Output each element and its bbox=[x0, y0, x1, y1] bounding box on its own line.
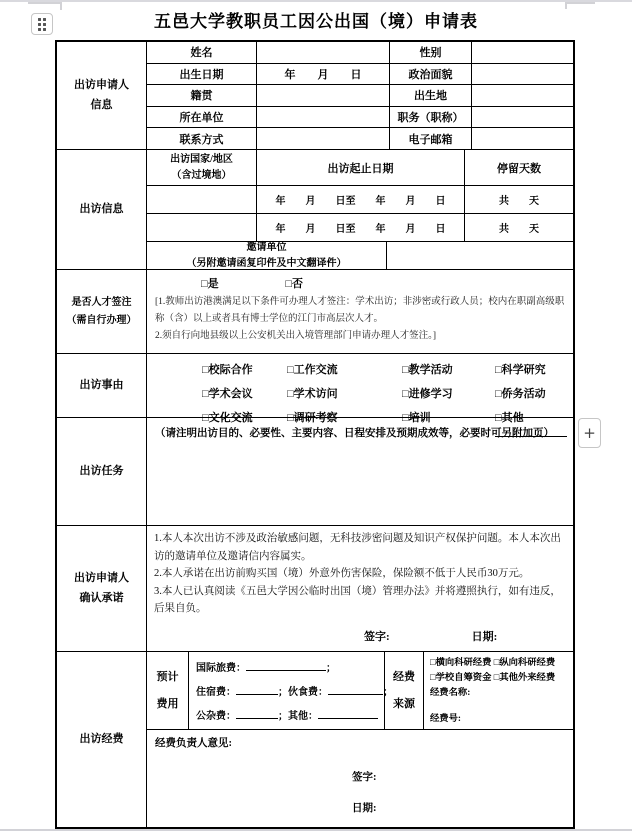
misc-fee-label: 公杂费： bbox=[196, 711, 236, 722]
checkbox-scientific-research[interactable]: □科学研究 bbox=[495, 364, 546, 376]
checkbox-yes[interactable]: □是 bbox=[201, 278, 219, 290]
date-range-cell[interactable]: 年 月 日至 年 月 日 bbox=[257, 214, 465, 241]
section-label-visit-reason bbox=[57, 354, 147, 417]
field-value-email[interactable] bbox=[472, 128, 573, 149]
funding-source-checkbox-row-2[interactable]: □学校自筹资金 □其他外来经费 bbox=[430, 673, 556, 683]
visit-info-header-row bbox=[147, 150, 573, 186]
application-form-table bbox=[55, 40, 575, 829]
field-value-gender[interactable] bbox=[472, 42, 573, 63]
misc-fee-input[interactable] bbox=[236, 708, 278, 719]
field-label-name: 姓名 bbox=[147, 42, 257, 63]
checkbox-teaching-activity[interactable]: □教学活动 bbox=[402, 364, 453, 376]
field-label-gender: 性别 bbox=[390, 42, 472, 63]
cost-line-2 bbox=[196, 681, 393, 705]
form-title: 五邑大学教职员工因公出国（境）申请表 bbox=[154, 12, 478, 31]
date-range-cell[interactable]: 年 月 日至 年 月 日 bbox=[257, 186, 465, 213]
days-cell[interactable]: 共 天 bbox=[499, 196, 539, 207]
days-cell[interactable]: 共 天 bbox=[499, 224, 539, 235]
funding-source-label-line: 经费 bbox=[393, 671, 415, 684]
section-applicant-info bbox=[57, 42, 573, 150]
section-label-visit-task bbox=[57, 418, 147, 525]
commitment-statement-2: 2.本人承诺在出访前购买国（境）外意外伤害保险，保险额不低于人民币30万元。 bbox=[154, 568, 530, 579]
table-row bbox=[147, 42, 573, 64]
field-value-birthplace[interactable] bbox=[472, 85, 573, 106]
section-label-line: 出访申请人 bbox=[74, 571, 129, 584]
other-fee-label: 其他： bbox=[288, 711, 318, 722]
funding-source-label-line: 来源 bbox=[393, 697, 415, 710]
intl-travel-label: 国际旅费： bbox=[196, 663, 246, 674]
separator: ； bbox=[326, 663, 336, 674]
field-label-political-status: 政治面貌 bbox=[390, 64, 472, 85]
section-label-visit-info bbox=[57, 150, 147, 269]
fund-supervisor-opinion-label: 经费负责人意见: bbox=[155, 738, 232, 749]
inviter-value-cell[interactable] bbox=[387, 242, 573, 269]
field-value-position-title[interactable] bbox=[472, 107, 573, 128]
inviter-label-line: 邀请单位 bbox=[246, 241, 287, 253]
fund-supervisor-opinion-cell[interactable] bbox=[147, 730, 573, 827]
table-row bbox=[147, 128, 573, 149]
visit-task-hint: （请注明出访目的、必要性、主要内容、日程安排及预期成效等，必要时可另附加页） bbox=[155, 428, 554, 439]
meals-input[interactable] bbox=[328, 684, 383, 695]
checkbox-work-exchange[interactable]: □工作交流 bbox=[287, 364, 338, 376]
field-value-political-status[interactable] bbox=[472, 64, 573, 85]
add-row-button[interactable]: + bbox=[578, 418, 601, 448]
cost-line-3 bbox=[196, 705, 379, 729]
field-label-birthplace: 出生地 bbox=[390, 85, 472, 106]
lodging-label: 住宿费： bbox=[196, 687, 236, 698]
visit-task-cell[interactable] bbox=[147, 418, 573, 525]
fund-number-label[interactable]: 经费号: bbox=[430, 714, 461, 724]
talent-visa-note-1: [1.教师出访港澳满足以下条件可办理人才签注：学术出访；非涉密或行政人员；校内在职副高级职称（含）以上或者具有博士学位的江门市高层次人才。 bbox=[155, 297, 565, 324]
separator: ； bbox=[278, 687, 288, 698]
checkbox-academic-conference[interactable]: □学术会议 bbox=[202, 388, 253, 400]
date-label[interactable]: 日期: bbox=[352, 803, 377, 814]
other-fee-input[interactable] bbox=[318, 708, 378, 719]
field-label-native-place: 籍贯 bbox=[147, 85, 257, 106]
column-header-days: 停留天数 bbox=[497, 162, 541, 175]
checkbox-academic-visit[interactable]: □学术访问 bbox=[287, 388, 338, 400]
talent-visa-note-2: 2.须自行向地县级以上公安机关出入境管理部门申请办理人才签注。] bbox=[155, 330, 437, 341]
column-header-line: 出访国家/地区 bbox=[170, 153, 233, 165]
section-label-line: 出访申请人 bbox=[74, 78, 129, 91]
commitment-statement-1: 1.本人本次出访不涉及政治敏感问题，无科技涉密问题及知识产权保护问题。本人本次出访的邀请单位及邀请信内容属实。 bbox=[154, 533, 561, 562]
commitment-statement-3: 3.本人已认真阅读《五邑大学因公临时出国（境）管理办法》并将遵照执行，如有违反，后果自负。 bbox=[154, 585, 561, 614]
visit-row-1 bbox=[147, 186, 573, 214]
section-visit-reason bbox=[57, 354, 573, 424]
section-label-line: 出访事由 bbox=[79, 378, 124, 391]
signature-label[interactable]: 签字: bbox=[352, 772, 377, 783]
country-value-cell[interactable] bbox=[147, 186, 257, 213]
visit-row-2 bbox=[147, 214, 573, 242]
checkbox-research-inspection[interactable]: □调研考察 bbox=[287, 412, 338, 424]
field-value-contact[interactable] bbox=[257, 128, 390, 149]
commitment-sign-row bbox=[154, 628, 565, 651]
signature-label[interactable]: 签字: bbox=[364, 631, 390, 643]
column-header-line: （含过境地） bbox=[171, 169, 232, 181]
date-label[interactable]: 日期: bbox=[471, 631, 498, 643]
lodging-input[interactable] bbox=[236, 684, 278, 695]
funding-source-checkbox-row-1[interactable]: □横向科研经费 □纵向科研经费 bbox=[430, 658, 556, 668]
field-label-birth-date: 出生日期 bbox=[147, 64, 257, 85]
section-label-talent-visa bbox=[57, 270, 147, 353]
inviter-label-line: （另附邀请函复印件及中文翻译件） bbox=[186, 257, 347, 269]
section-label-line: 出访信息 bbox=[79, 202, 124, 215]
funds-top-row bbox=[147, 652, 573, 730]
checkbox-training[interactable]: □培训 bbox=[402, 412, 431, 424]
section-label-line: 是否人才签注 bbox=[71, 296, 132, 308]
funding-source-label bbox=[385, 652, 424, 729]
section-label-commitment bbox=[57, 526, 147, 651]
estimated-cost-label bbox=[147, 652, 189, 729]
table-row bbox=[147, 107, 573, 129]
field-label-position-title: 职务（职称） bbox=[390, 107, 472, 128]
section-visit-info bbox=[57, 150, 573, 270]
cost-breakdown-cell bbox=[189, 652, 393, 729]
section-talent-visa bbox=[57, 270, 573, 354]
section-label-funds bbox=[57, 652, 147, 827]
fund-name-label[interactable]: 经费名称: bbox=[430, 688, 471, 698]
page-bottom-divider bbox=[0, 829, 632, 831]
field-label-email: 电子邮箱 bbox=[390, 128, 472, 149]
country-value-cell[interactable] bbox=[147, 214, 257, 241]
cost-line-1 bbox=[196, 657, 379, 681]
column-header-dates: 出访起止日期 bbox=[257, 150, 465, 185]
separator: ； bbox=[278, 711, 288, 722]
section-label-applicant-info bbox=[57, 42, 147, 149]
field-value-birth-date[interactable]: 年 月 日 bbox=[257, 64, 390, 85]
column-header-country bbox=[147, 150, 257, 185]
talent-visa-notes bbox=[147, 293, 573, 345]
section-label-line: 信息 bbox=[90, 98, 113, 111]
checkbox-other-label: □其他 bbox=[495, 412, 524, 424]
inviter-label bbox=[147, 242, 387, 269]
table-row bbox=[147, 64, 573, 86]
checkbox-overseas-chinese-affairs[interactable]: □侨务活动 bbox=[495, 388, 546, 400]
checkbox-further-study[interactable]: □进修学习 bbox=[402, 388, 453, 400]
section-visit-task bbox=[57, 418, 573, 526]
funding-source-details bbox=[424, 652, 573, 729]
field-value-native-place[interactable] bbox=[257, 85, 390, 106]
inviter-row bbox=[147, 242, 573, 269]
field-label-work-unit: 所在单位 bbox=[147, 107, 257, 128]
table-row bbox=[147, 85, 573, 107]
field-value-name[interactable] bbox=[257, 42, 390, 63]
talent-visa-options bbox=[147, 270, 573, 293]
separator: ； bbox=[383, 687, 393, 698]
checkbox-school-cooperation[interactable]: □校际合作 bbox=[202, 364, 253, 376]
page-top-divider bbox=[0, 0, 632, 2]
section-label-line: 确认承诺 bbox=[79, 591, 124, 604]
section-label-line: 出访经费 bbox=[79, 732, 124, 745]
estimated-cost-label-line: 费用 bbox=[156, 697, 179, 710]
intl-travel-input[interactable] bbox=[246, 660, 326, 671]
field-label-contact: 联系方式 bbox=[147, 128, 257, 149]
estimated-cost-label-line: 预计 bbox=[156, 671, 179, 684]
checkbox-no[interactable]: □否 bbox=[285, 278, 304, 290]
checkbox-cultural-exchange[interactable]: □文化交流 bbox=[202, 412, 253, 424]
section-commitment bbox=[57, 526, 573, 652]
meals-label: 伙食费： bbox=[288, 687, 328, 698]
section-funds bbox=[57, 652, 573, 827]
section-label-line: （需自行办理） bbox=[66, 314, 137, 326]
field-value-work-unit[interactable] bbox=[257, 107, 390, 128]
section-label-line: 出访任务 bbox=[79, 464, 124, 477]
